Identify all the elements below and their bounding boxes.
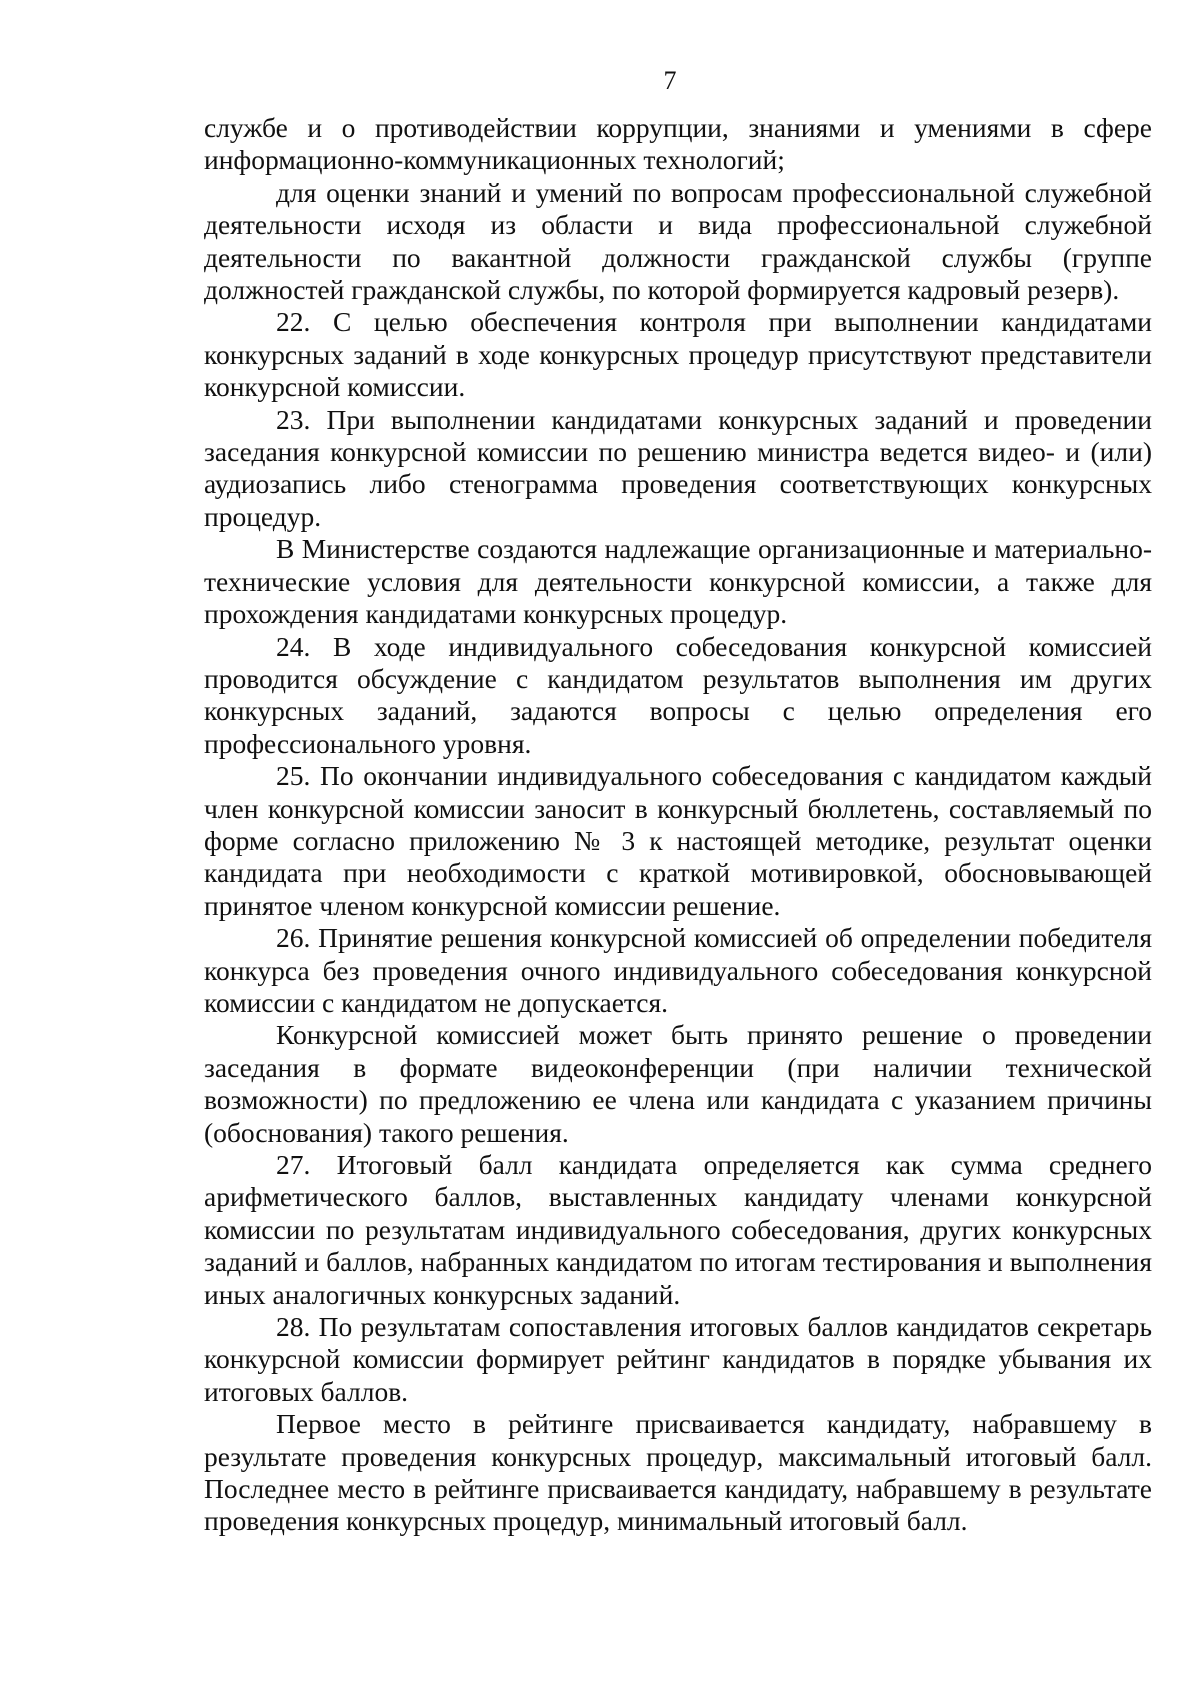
paragraph: Первое место в рейтинге присваивается кандидату, набравшему в результате проведения конкурсных процедур, максимальный итоговый балл. Последнее место в рейтинге присваивается кандидату, набравшему в результате проведения конкурсных процедур, минимальный итоговый балл.	[204, 1408, 1152, 1537]
paragraph: Конкурсной комиссией может быть принято решение о проведении заседания в формате видеоконференции (при наличии технической возможности) по предложению ее члена или кандидата с указанием причины (обоснования) такого решения.	[204, 1019, 1152, 1148]
paragraph-clause-22: 22. С целью обеспечения контроля при выполнении кандидатами конкурсных заданий в ходе конкурсных процедур присутствуют представители конкурсной комиссии.	[204, 306, 1152, 403]
page-number: 7	[663, 66, 677, 95]
paragraph-clause-24: 24. В ходе индивидуального собеседования конкурсной комиссией проводится обсуждение с кандидатом результатов выполнения им других конкурсных заданий, задаются вопросы с целью определения его профессионального уровня.	[204, 630, 1152, 759]
document-body	[204, 112, 1152, 1538]
paragraph-clause-23: 23. При выполнении кандидатами конкурсных заданий и проведении заседания конкурсной комиссии по решению министра ведется видео- и (или) аудиозапись либо стенограмма проведения соответствующих конкурсных процедур.	[204, 403, 1152, 532]
paragraph-clause-25: 25. По окончании индивидуального собеседования с кандидатом каждый член конкурсной комиссии заносит в конкурсный бюллетень, составляемый по форме согласно приложению № 3 к настоящей методике, результат оценки кандидата при необходимости с краткой мотивировкой, обосновывающей принятое членом конкурсной комиссии решение.	[204, 760, 1152, 921]
paragraph-clause-28: 28. По результатам сопоставления итоговых баллов кандидатов секретарь конкурсной комиссии формирует рейтинг кандидатов в порядке убывания их итоговых баллов.	[204, 1311, 1152, 1407]
paragraph-clause-27: 27. Итоговый балл кандидата определяется как сумма среднего арифметического баллов, выставленных кандидату членами конкурсной комиссии по результатам индивидуального собеседования, других конкурсных заданий и баллов, набранных кандидатом по итогам тестирования и выполнения иных аналогичных конкурсных заданий.	[204, 1149, 1152, 1310]
paragraph-clause-26: 26. Принятие решения конкурсной комиссией об определении победителя конкурса без проведения очного индивидуального собеседования конкурсной комиссии с кандидатом не допускается.	[204, 922, 1152, 1018]
paragraph: В Министерстве создаются надлежащие организационные и материально-технические условия для деятельности конкурсной комиссии, а также для прохождения кандидатами конкурсных процедур.	[204, 533, 1152, 630]
paragraph: для оценки знаний и умений по вопросам профессиональной служебной деятельности исходя из области и вида профессиональной служебной деятельности по вакантной должности гражданской службы (группе должностей гражданской службы, по которой формируется кадровый резерв).	[204, 176, 1152, 306]
paragraph-continuation: службе и о противодействии коррупции, знаниями и умениями в сфере информационно-коммуникационных технологий;	[204, 112, 1152, 176]
